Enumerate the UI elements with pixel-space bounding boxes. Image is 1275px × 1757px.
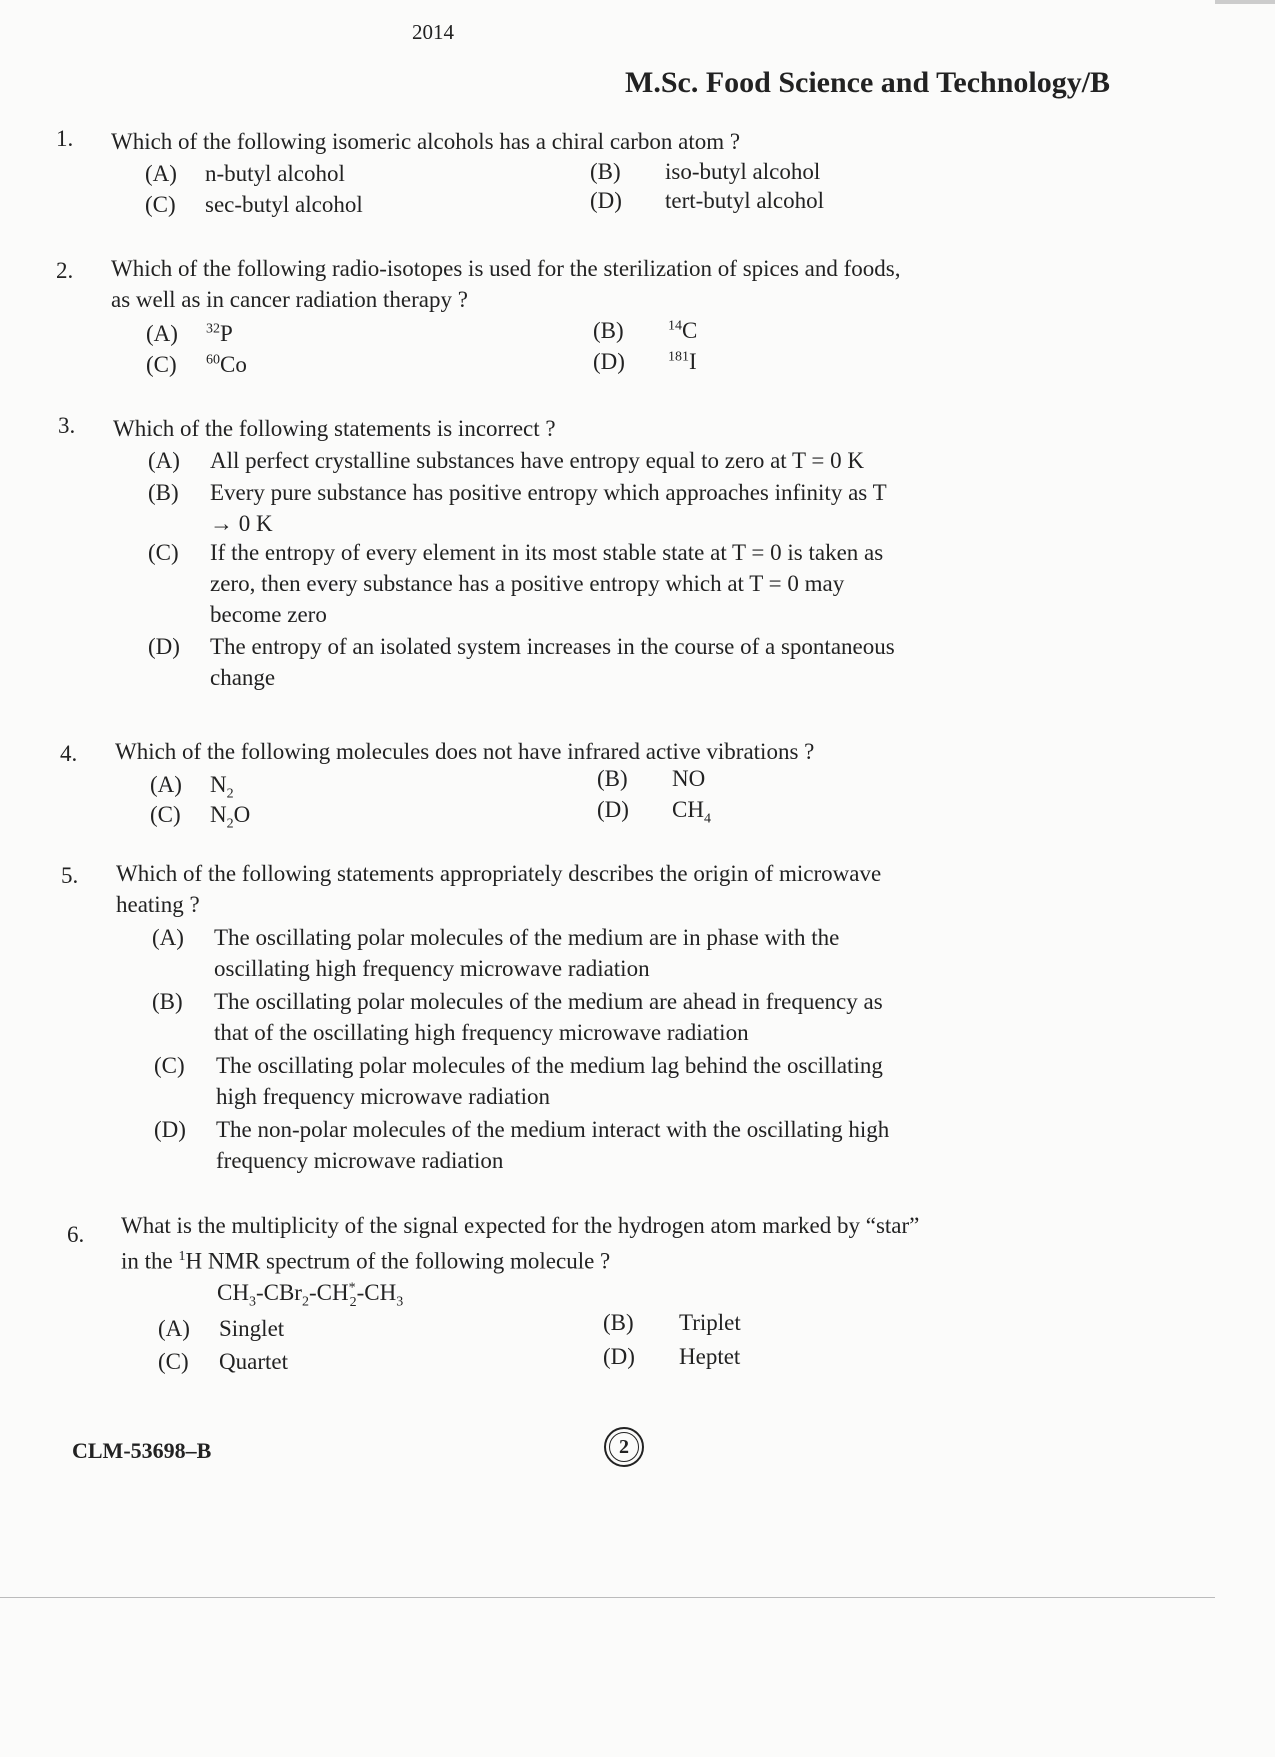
paper-code: CLM-53698–B [72,1438,212,1463]
formula-part: N [210,772,227,797]
formula-subscript: 4 [703,811,711,827]
option-text: All perfect crystalline substances have entropy equal to zero at T = 0 K [210,448,864,473]
option-a [148,445,918,476]
formula-subscript: 3 [396,1294,404,1310]
option-label: (D) [590,188,622,213]
option-text: NO [672,766,706,791]
option-a [152,922,922,984]
question-number: 6. [67,1222,85,1247]
formula-subscript: 2 [226,816,234,832]
formula-subscript: 2 [301,1294,309,1310]
formula-part: N [210,802,227,827]
option-label: (C) [148,540,179,565]
option-text: The non-polar molecules of the medium interact with the oscillating high frequency microwave radiation [216,1117,890,1173]
option-text: Triplet [679,1310,741,1335]
option-c [158,1349,288,1375]
formula-part: -CH [308,1280,349,1305]
question-number: 4. [60,741,78,766]
option-text: Singlet [219,1316,285,1341]
option-c [150,802,250,833]
element-symbol: P [220,321,233,346]
question-text-part: What is the multiplicity of the signal expected for the hydrogen atom marked by “star” in the [121,1213,920,1274]
option-c [146,352,247,378]
option-label: (A) [158,1316,190,1341]
option-text: Heptet [679,1344,741,1369]
option-b [603,1310,741,1336]
option-label: (D) [593,349,625,374]
mass-number: 32 [206,321,220,337]
page-number: 2 [609,1432,639,1462]
option-b [597,766,705,792]
question-number: 2. [56,258,74,283]
option-text: iso-butyl alcohol [665,159,821,184]
page-title: M.Sc. Food Science and Technology/B [625,66,1111,99]
option-label: (C) [150,802,181,827]
option-a [158,1316,284,1342]
question-text: Which of the following statements appropriately describes the origin of microwave heating ? [116,861,882,917]
formula-part: CH [672,797,704,822]
option-a [145,161,345,187]
option-d [590,188,824,214]
element-symbol: Co [220,352,247,377]
formula-part: -CH [356,1280,397,1305]
question-number: 1. [56,126,74,151]
option-b [590,159,820,185]
mass-number: 181 [668,349,689,365]
option-d [593,349,697,375]
option-label: (B) [593,318,624,343]
option-b [593,318,697,344]
option-label: (A) [148,448,180,473]
option-label: (A) [146,321,178,346]
option-text: The entropy of an isolated system increases in the course of a spontaneous change [210,634,895,690]
element-symbol: I [689,349,697,374]
question-text: Which of the following isomeric alcohols has a chiral carbon atom ? [111,129,741,154]
option-label: (D) [603,1344,635,1369]
option-text: n-butyl alcohol [205,161,345,186]
option-a [150,772,234,803]
option-text: Quartet [219,1349,288,1374]
question-text: Which of the following statements is incorrect ? [113,416,556,441]
exam-year: 2014 [412,20,454,44]
formula-subscript: 2 [226,786,234,802]
scan-edge-mark [1215,0,1275,4]
option-c [148,537,908,630]
question-text: Which of the following radio-isotopes is used for the sterilization of spices and foods, as well as in cancer radiation therapy ? [111,256,901,312]
page-number-badge [604,1427,644,1467]
option-label: (A) [145,161,177,186]
formula-part: CH [217,1280,249,1305]
option-label: (A) [150,772,182,797]
formula-subscript: 3 [248,1294,256,1310]
option-label: (B) [152,989,183,1014]
molecule-formula [217,1280,403,1311]
element-symbol: C [682,318,698,343]
option-text: The oscillating polar molecules of the medium are in phase with the oscillating high frequency microwave radiation [214,925,840,981]
option-label: (B) [603,1310,634,1335]
option-label: (D) [148,634,180,659]
option-label: (C) [146,352,177,377]
option-b [152,986,922,1048]
option-b [148,477,908,539]
option-text: If the entropy of every element in its most stable state at T = 0 is taken as zero, then every substance has a positive entropy which at T = 0 may become zero [210,540,884,627]
option-text: Every pure substance has positive entropy which approaches infinity as T → 0 K [210,480,887,536]
formula-part: O [233,802,251,827]
option-label: (A) [152,925,184,950]
mass-number: 14 [668,318,682,334]
option-label: (C) [145,192,176,217]
question-text [121,1210,921,1277]
question-number: 3. [58,413,76,438]
option-c [145,192,363,218]
formula-subscript: 2 [349,1294,357,1310]
option-d [148,631,908,693]
option-c [154,1050,924,1112]
question-text: Which of the following molecules does not have infrared active vibrations ? [115,739,815,764]
option-label: (D) [154,1117,186,1142]
option-d [603,1344,740,1370]
option-text: sec-butyl alcohol [205,192,363,217]
option-label: (B) [148,480,179,505]
question-number: 5. [61,863,79,888]
option-text: tert-butyl alcohol [665,188,825,213]
option-d [154,1114,924,1176]
option-label: (B) [590,159,621,184]
option-text: The oscillating polar molecules of the medium lag behind the oscillating high frequency microwave radiation [216,1053,883,1109]
option-d [597,797,711,828]
option-label: (B) [597,766,628,791]
star-marker: * [348,1280,356,1296]
option-label: (C) [158,1349,189,1374]
formula-part: -CBr [255,1280,302,1305]
option-label: (D) [597,797,629,822]
option-a [146,321,233,347]
divider [0,1597,1215,1598]
option-label: (C) [154,1053,185,1078]
option-text: The oscillating polar molecules of the medium are ahead in frequency as that of the oscillating high frequency microwave radiation [214,989,883,1045]
question-text-part: H NMR spectrum of the following molecule ? [185,1248,611,1274]
superscript: 1 [178,1249,186,1264]
mass-number: 60 [206,352,220,368]
